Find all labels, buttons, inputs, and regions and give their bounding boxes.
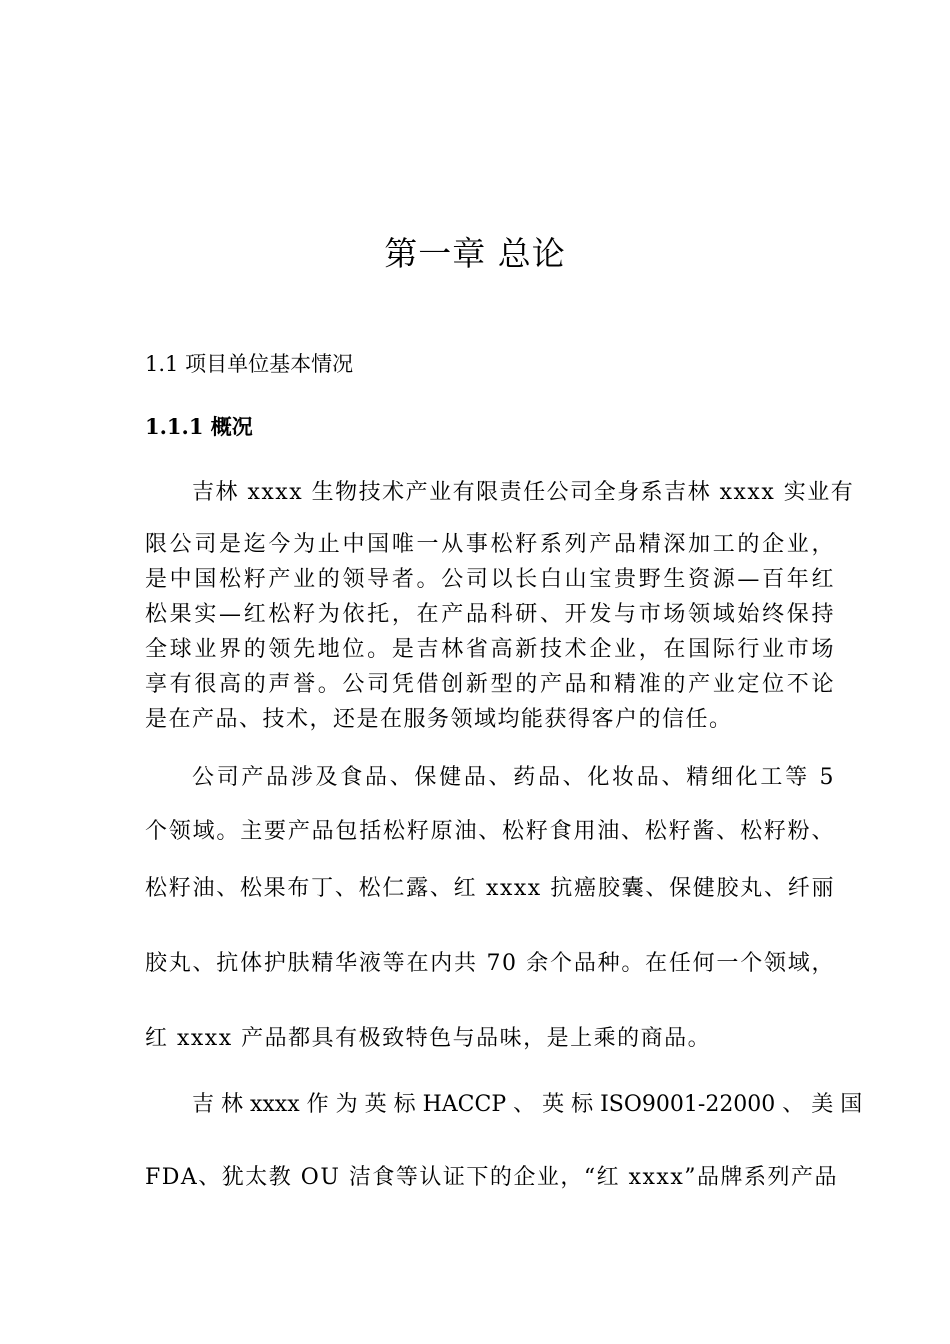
paragraph-line: 是中国松籽产业的领导者。公司以长白山宝贵野生资源—百年红	[145, 567, 835, 592]
paragraph-line: 限公司是迄今为止中国唯一从事松籽系列产品精深加工的企业，	[145, 532, 835, 557]
paragraph-line: 吉林 xxxx 生物技术产业有限责任公司全身系吉林 xxxx 实业有	[192, 480, 855, 505]
chapter-title: 第一章 总论	[384, 234, 566, 273]
paragraph-line: 红 xxxx 产品都具有极致特色与品味，是上乘的商品。	[145, 1026, 712, 1051]
paragraph-line: 松籽油、松果布丁、松仁露、红 xxxx 抗癌胶囊、保健胶丸、纤丽	[145, 876, 835, 901]
subsection-heading: 1.1.1 概况	[145, 414, 253, 439]
paragraph-line: 享有很高的声誉。公司凭借创新型的产品和精准的产业定位不论	[145, 672, 835, 697]
paragraph-line: FDA、犹太教 OU 洁食等认证下的企业，“红 xxxx”品牌系列产品	[145, 1165, 838, 1190]
paragraph-line: 吉 林 xxxx 作 为 英 标 HACCP 、 英 标 ISO9001-22000 、 美 国	[192, 1092, 863, 1117]
paragraph-line: 个领域。主要产品包括松籽原油、松籽食用油、松籽酱、松籽粉、	[145, 819, 835, 844]
paragraph-line: 全球业界的领先地位。是吉林省高新技术企业，在国际行业市场	[145, 637, 835, 662]
paragraph-line: 松果实—红松籽为依托，在产品科研、开发与市场领域始终保持	[145, 602, 835, 627]
paragraph-line: 胶丸、抗体护肤精华液等在内共 70 余个品种。在任何一个领域，	[145, 951, 835, 976]
paragraph-line: 是在产品、技术，还是在服务领域均能获得客户的信任。	[145, 707, 733, 732]
paragraph-line: 公司产品涉及食品、保健品、药品、化妆品、精细化工等 5	[192, 765, 835, 790]
section-heading: 1.1 项目单位基本情况	[145, 352, 354, 376]
